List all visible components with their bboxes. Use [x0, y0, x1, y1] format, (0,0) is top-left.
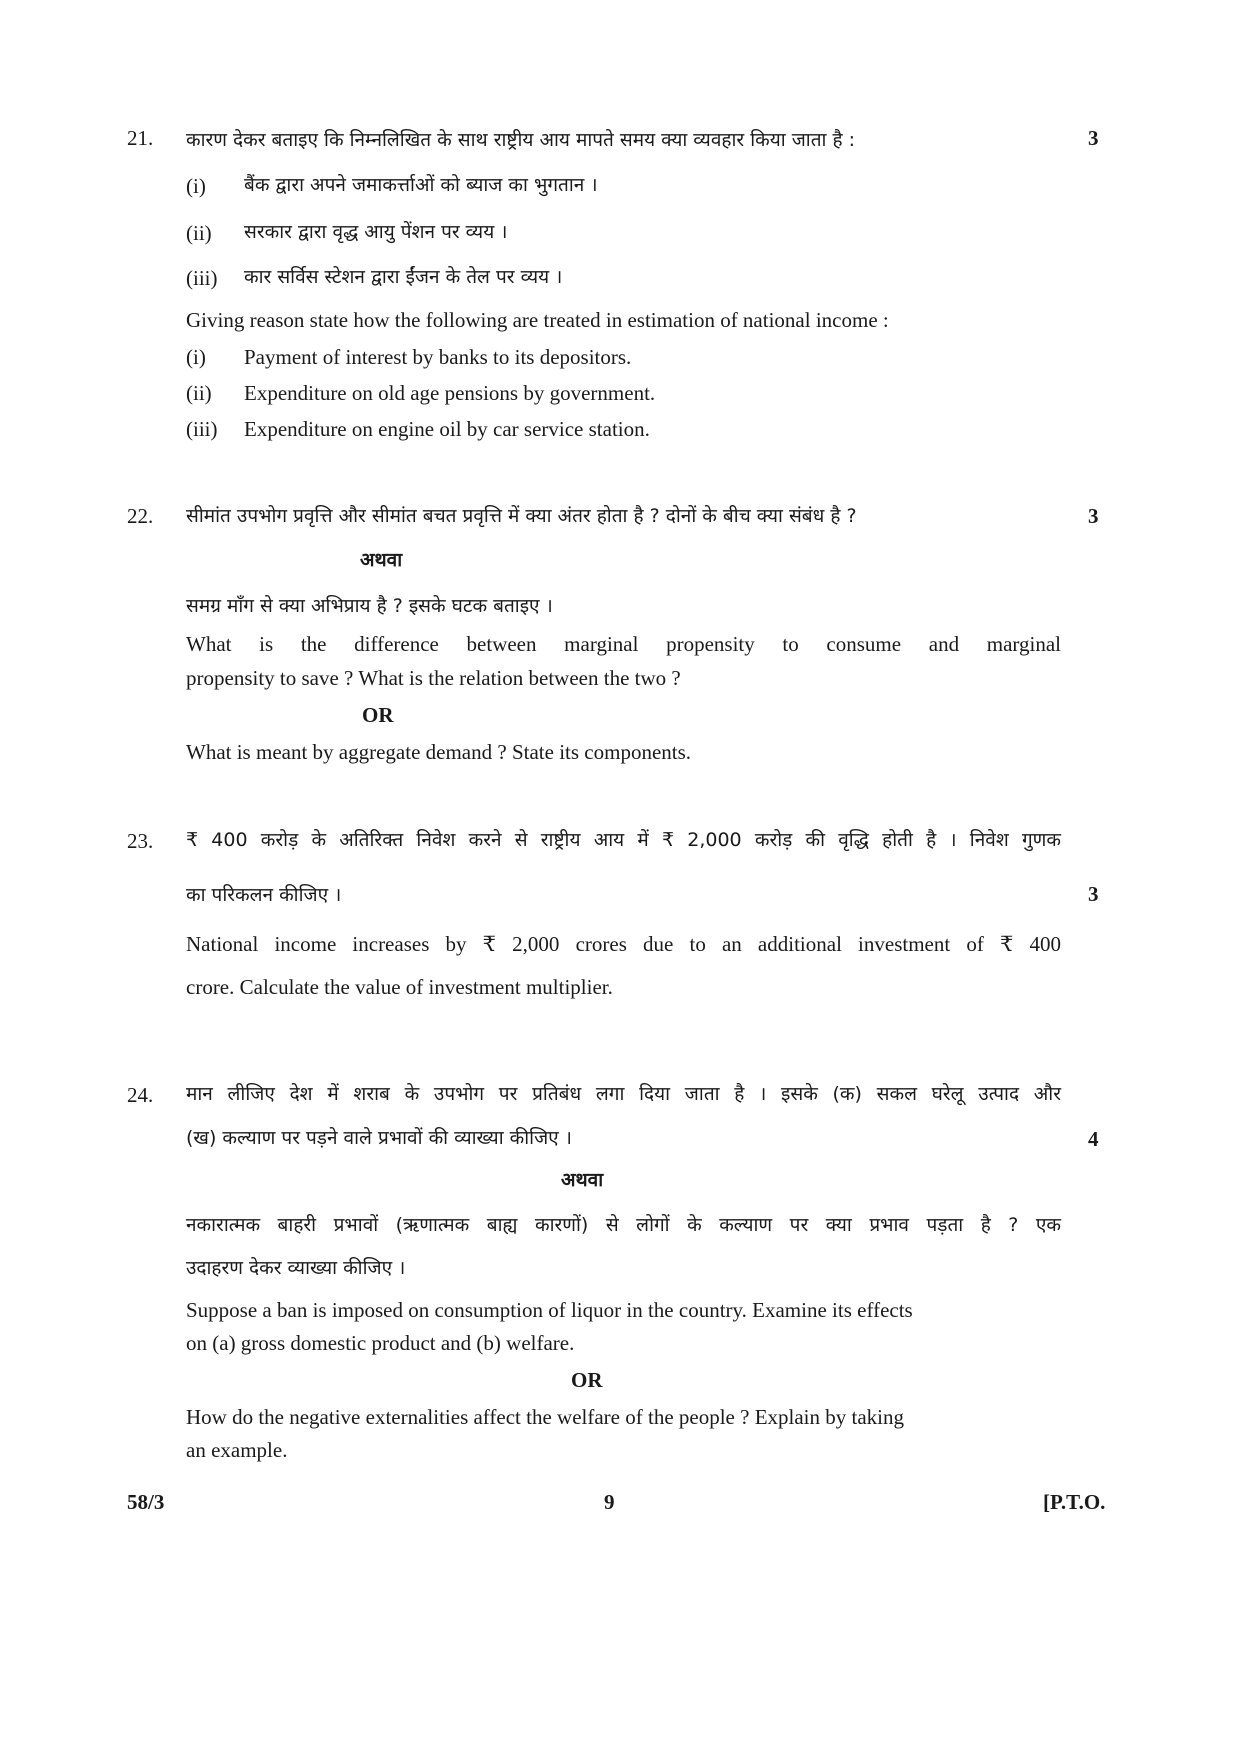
- alternative-question-english: What is meant by aggregate demand ? State its components.: [186, 740, 692, 764]
- question-text-hindi: मान लीजिए देश में शराब के उपभोग पर प्रतिबंध लगा दिया जाता है । इसके (क) सकल घरेलू उत्पाद और: [186, 1083, 1061, 1105]
- item-label: (iii): [186, 417, 218, 441]
- item-text-hindi: सरकार द्वारा वृद्ध आयु पेंशन पर व्यय ।: [244, 221, 508, 243]
- or-separator-english: OR: [362, 703, 394, 727]
- question-text-hindi: का परिकलन कीजिए ।: [186, 884, 342, 906]
- question-text-hindi: (ख) कल्याण पर पड़ने वाले प्रभावों की व्याख्या कीजिए ।: [186, 1127, 572, 1149]
- question-marks: 3: [1088, 882, 1099, 906]
- question-text-hindi: कारण देकर बताइए कि निम्नलिखित के साथ राष्ट्रीय आय मापते समय क्या व्यवहार किया जाता है :: [186, 129, 856, 151]
- item-label: (i): [186, 345, 206, 369]
- or-separator-hindi: अथवा: [360, 549, 403, 571]
- question-text-english: propensity to save ? What is the relation between the two ?: [186, 666, 681, 690]
- alternative-question-hindi: उदाहरण देकर व्याख्या कीजिए ।: [186, 1257, 406, 1279]
- question-text-english: What is the difference between marginal propensity to consume and marginal: [186, 632, 1061, 656]
- alternative-question-english: How do the negative externalities affect the welfare of the people ? Explain by taking: [186, 1405, 904, 1429]
- item-label: (ii): [186, 221, 212, 245]
- item-text-hindi: कार सर्विस स्टेशन द्वारा ईंजन के तेल पर व्यय ।: [244, 266, 563, 288]
- question-text-english: Suppose a ban is imposed on consumption of liquor in the country. Examine its effects: [186, 1298, 913, 1322]
- question-text-english: Giving reason state how the following are treated in estimation of national income :: [186, 308, 889, 332]
- question-marks: 3: [1088, 126, 1099, 150]
- question-text-english: crore. Calculate the value of investment multiplier.: [186, 975, 613, 999]
- item-text-english: Expenditure on old age pensions by government.: [244, 381, 656, 405]
- question-text-hindi: सीमांत उपभोग प्रवृत्ति और सीमांत बचत प्रवृत्ति में क्या अंतर होता है ? दोनों के बीच क्या संबंध है ?: [186, 505, 857, 527]
- alternative-question-hindi: समग्र माँग से क्या अभिप्राय है ? इसके घटक बताइए ।: [186, 595, 553, 617]
- item-text-hindi: बैंक द्वारा अपने जमाकर्त्ताओं को ब्याज का भुगतान ।: [244, 174, 598, 196]
- question-text-english: on (a) gross domestic product and (b) welfare.: [186, 1331, 575, 1355]
- or-separator-english: OR: [571, 1368, 603, 1392]
- item-label: (ii): [186, 381, 212, 405]
- item-label: (i): [186, 174, 206, 198]
- question-marks: 4: [1088, 1127, 1099, 1151]
- question-number: 21.: [127, 126, 154, 150]
- question-text-hindi: ₹ 400 करोड़ के अतिरिक्त निवेश करने से राष्ट्रीय आय में ₹ 2,000 करोड़ की वृद्धि होती है । निवेश गुणक: [186, 829, 1061, 851]
- question-number: 22.: [127, 504, 154, 528]
- question-number: 24.: [127, 1083, 154, 1107]
- page-number: 9: [604, 1490, 615, 1514]
- alternative-question-hindi: नकारात्मक बाहरी प्रभावों (ऋणात्मक बाह्य कारणों) से लोगों के कल्याण पर क्या प्रभाव पड़ता है ? एक: [186, 1214, 1061, 1236]
- please-turn-over: [P.T.O.: [1043, 1490, 1106, 1514]
- question-marks: 3: [1088, 504, 1099, 528]
- item-label: (iii): [186, 266, 218, 290]
- item-text-english: Payment of interest by banks to its depositors.: [244, 345, 632, 369]
- question-text-english: National income increases by ₹ 2,000 crores due to an additional investment of ₹ 400: [186, 932, 1061, 956]
- question-number: 23.: [127, 829, 154, 853]
- or-separator-hindi: अथवा: [561, 1169, 604, 1191]
- paper-code: 58/3: [127, 1490, 165, 1514]
- alternative-question-english: an example.: [186, 1438, 288, 1462]
- item-text-english: Expenditure on engine oil by car service station.: [244, 417, 650, 441]
